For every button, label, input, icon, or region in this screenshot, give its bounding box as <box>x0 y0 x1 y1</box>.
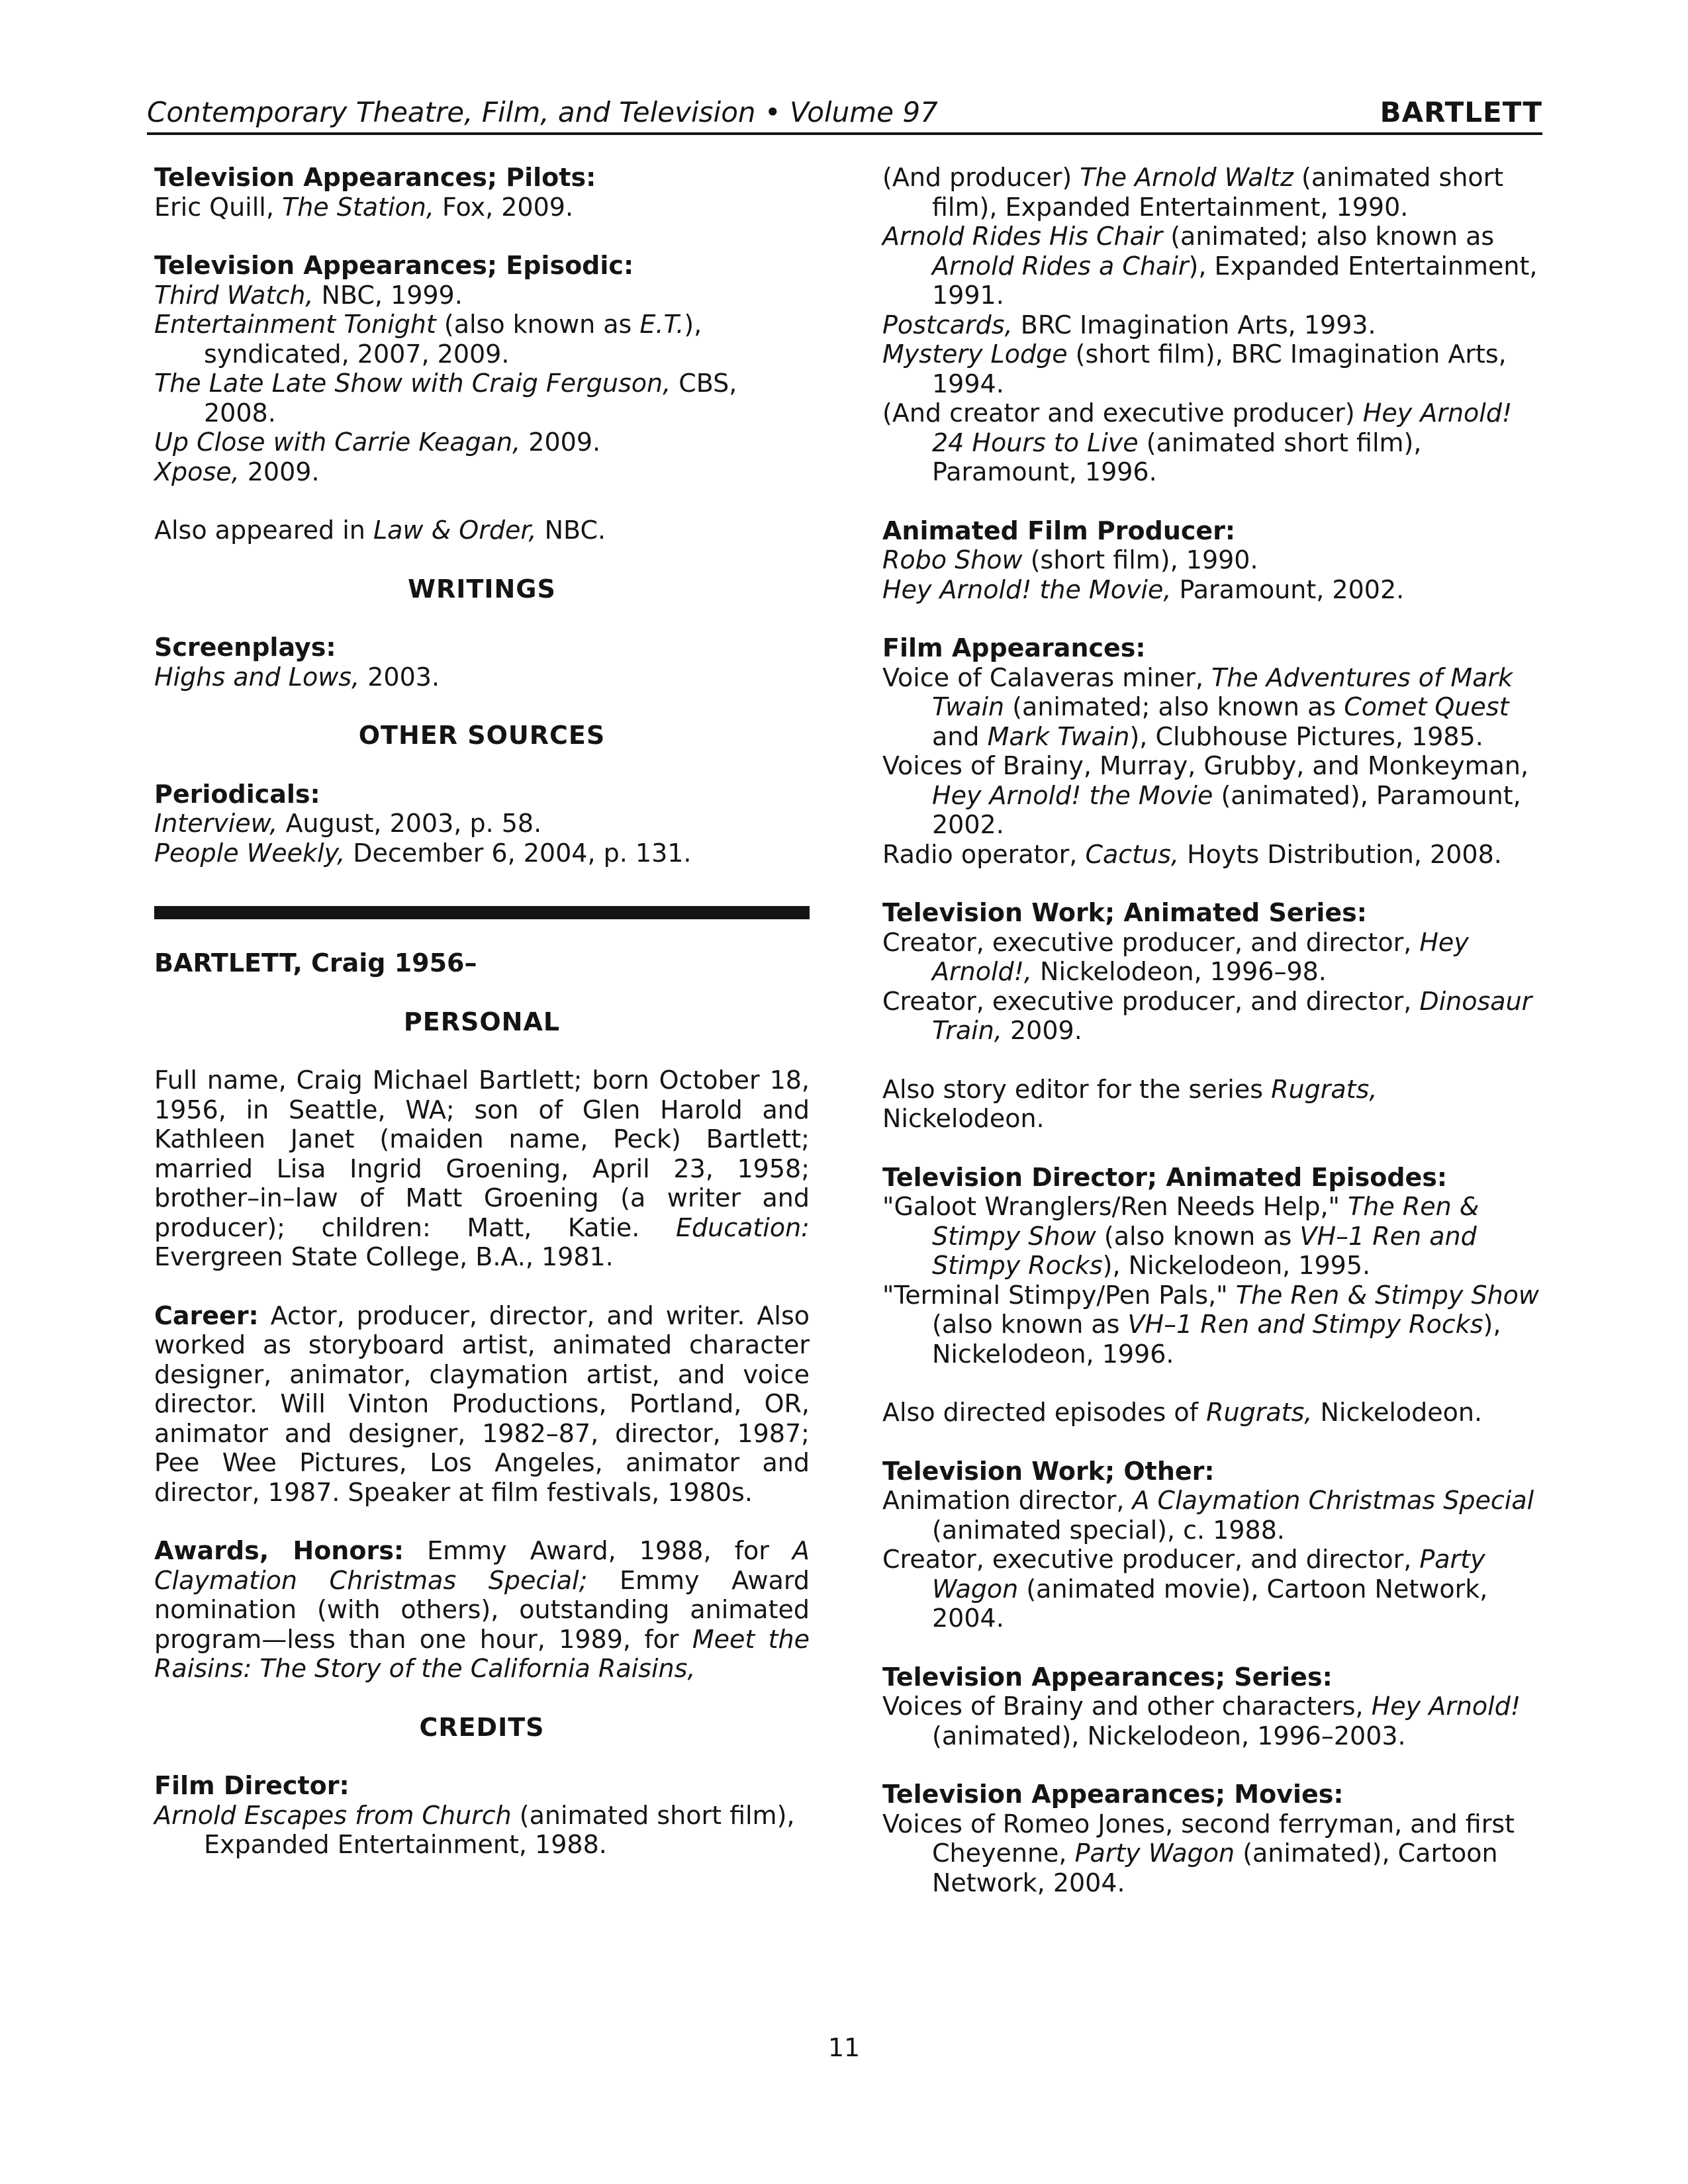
also-directed-note: Also directed episodes of Rugrats, Nickelodeon. <box>882 1398 1483 1427</box>
credit-entry: Third Watch, NBC, 1999. <box>154 280 463 310</box>
credit-entry: The Late Late Show with Craig Ferguson, CBS, 2008. <box>154 369 737 428</box>
credit-entry: Creator, executive producer, and director, Dinosaur Train, 2009. <box>882 986 1532 1045</box>
credit-entry: Robo Show (short film), 1990. <box>882 545 1258 574</box>
source-entry: People Weekly, December 6, 2004, p. 131. <box>154 838 692 868</box>
credit-entry: Creator, executive producer, and director, Party Wagon (animated movie), Cartoon Network, 2004. <box>882 1545 1488 1633</box>
credit-entry: Entertainment Tonight (also known as E.T.), syndicated, 2007, 2009. <box>154 310 702 369</box>
section-tv-director <box>882 1163 1544 1369</box>
personal-title: PERSONAL <box>403 1007 561 1036</box>
section-animated-producer <box>882 516 1544 605</box>
section-heading: Film Director: <box>154 1771 350 1800</box>
section-heading: Animated Film Producer: <box>882 516 1236 545</box>
section-heading: Television Appearances; Movies: <box>882 1780 1344 1809</box>
also-appeared-note: Also appeared in Law & Order, NBC. <box>154 516 606 545</box>
credit-entry: "Galoot Wranglers/Ren Needs Help," The Ren & Stimpy Show (also known as VH–1 Ren and Stimpy Rocks), Nickelodeon, 1995. <box>882 1192 1479 1280</box>
credits-title: CREDITS <box>419 1712 545 1742</box>
credit-entry: Up Close with Carrie Keagan, 2009. <box>154 428 601 457</box>
left-column <box>154 163 810 1889</box>
section-heading: Television Appearances; Pilots: <box>154 163 596 192</box>
credit-entry: "Terminal Stimpy/Pen Pals," The Ren & Stimpy Show (also known as VH–1 Ren and Stimpy Rocks), Nickelodeon, 1996. <box>882 1280 1539 1369</box>
writings-title: WRITINGS <box>408 574 556 604</box>
source-entry: Interview, August, 2003, p. 58. <box>154 809 542 838</box>
credit-entry: Radio operator, Cactus, Hoyts Distribution, 2008. <box>882 839 1502 869</box>
entry-surname: BARTLETT <box>1380 96 1542 128</box>
section-heading: Television Appearances; Episodic: <box>154 251 634 280</box>
credit-entry: Arnold Escapes from Church (animated short film), Expanded Entertainment, 1988. <box>154 1800 795 1859</box>
personal-paragraph: Full name, Craig Michael Bartlett; born October 18, 1956, in Seattle, WA; son of Glen Harold and Kathleen Janet (maiden name, Peck) Bartlett; married Lisa Ingrid Groening, April 23, 1958; brother–in–law of Matt Groening (a writer and producer); children: Matt, Katie. Education: Evergreen State College, B.A., 1981. <box>154 1066 810 1271</box>
credit-entry: Voices of Brainy and other characters, Hey Arnold! (animated), Nickelodeon, 1996–2003. <box>882 1692 1521 1751</box>
credit-entry: Xpose, 2009. <box>154 457 320 486</box>
section-heading: Television Director; Animated Episodes: <box>882 1162 1448 1192</box>
section-heading: Television Work; Other: <box>882 1456 1215 1486</box>
section-heading: Television Appearances; Series: <box>882 1662 1333 1692</box>
credit-entry: Creator, executive producer, and director, Hey Arnold!, Nickelodeon, 1996–98. <box>882 927 1469 986</box>
section-film-director-continued <box>882 163 1544 487</box>
credit-entry: Highs and Lows, 2003. <box>154 662 440 692</box>
credit-entry: (And creator and executive producer) Hey Arnold! 24 Hours to Live (animated short film), Paramount, 1996. <box>882 398 1513 486</box>
credit-entry: Voice of Calaveras miner, The Adventures of Mark Twain (animated; also known as Comet Quest and Mark Twain), Clubhouse Pictures, 1985. <box>882 662 1513 751</box>
credit-entry: Animation director, A Claymation Christmas Special (animated special), c. 1988. <box>882 1486 1534 1545</box>
section-heading: Periodicals: <box>154 779 320 809</box>
credit-entry: Mystery Lodge (short film), BRC Imagination Arts, 1994. <box>882 340 1507 398</box>
credit-entry: Postcards, BRC Imagination Arts, 1993. <box>882 310 1376 340</box>
awards-paragraph: Awards, Honors: Emmy Award, 1988, for A Claymation Christmas Special; Emmy Award nomination (with others), outstanding animated program—less than one hour, 1989, for Meet the Raisins: The Story of the California Raisins, <box>154 1536 810 1683</box>
credit-entry: Voices of Romeo Jones, second ferryman, and first Cheyenne, Party Wagon (animated), Cartoon Network, 2004. <box>882 1809 1515 1897</box>
credit-entry: (And producer) The Arnold Waltz (animated short film), Expanded Entertainment, 1990. <box>882 163 1504 222</box>
section-tv-work-other <box>882 1457 1544 1633</box>
section-periodicals <box>154 780 810 868</box>
credit-entry: Voices of Brainy, Murray, Grubby, and Monkeyman, Hey Arnold! the Movie (animated), Paramount, 2002. <box>882 751 1529 839</box>
section-heading: Television Work; Animated Series: <box>882 898 1367 927</box>
page-number: 11 <box>827 2033 861 2062</box>
story-editor-note: Also story editor for the series Rugrats, Nickelodeon. <box>882 1074 1378 1133</box>
section-tv-pilots <box>154 163 810 222</box>
section-tv-series <box>882 1662 1544 1751</box>
section-screenplays <box>154 633 810 692</box>
section-tv-movies <box>882 1780 1544 1897</box>
credit-entry: Arnold Rides His Chair (animated; also known as Arnold Rides a Chair), Expanded Entertainment, 1991. <box>882 222 1538 310</box>
right-column <box>882 163 1544 1927</box>
section-heading: Film Appearances: <box>882 633 1146 662</box>
credit-entry: Eric Quill, The Station, Fox, 2009. <box>154 192 574 222</box>
section-tv-work-animated <box>882 898 1544 1046</box>
publication-title: Contemporary Theatre, Film, and Television • Volume 97 <box>147 96 938 128</box>
section-tv-episodic <box>154 251 810 486</box>
credit-entry: Hey Arnold! the Movie, Paramount, 2002. <box>882 574 1405 604</box>
running-header <box>147 90 1542 135</box>
other-sources-title: OTHER SOURCES <box>358 721 606 750</box>
section-film-director <box>154 1771 810 1860</box>
section-heading: Screenplays: <box>154 633 336 662</box>
career-paragraph: Career: Actor, producer, director, and writer. Also worked as storyboard artist, animated character designer, animator, claymation artist, and voice director. Will Vinton Productions, Portland, OR, animator and designer, 1982–87, director, 1987; Pee Wee Pictures, Los Angeles, animator and director, 1987. Speaker at film festivals, 1980s. <box>154 1300 810 1507</box>
section-film-appearances <box>882 633 1544 869</box>
entry-name: BARTLETT, Craig 1956– <box>154 948 477 978</box>
entry-divider <box>154 906 810 919</box>
